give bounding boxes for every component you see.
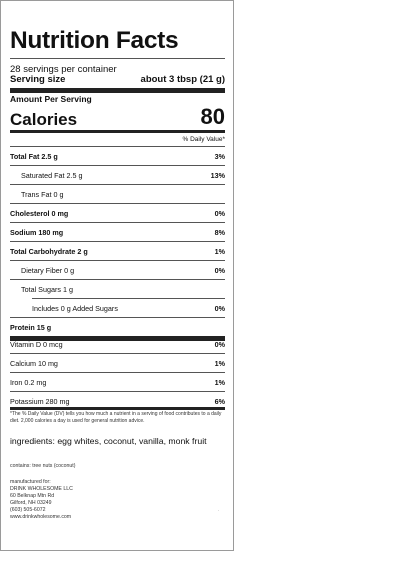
stray-mark: . xyxy=(218,507,220,513)
nutrient-name: Cholesterol 0 mg xyxy=(10,209,69,218)
nutrient-name: Dietary Fiber 0 g xyxy=(21,266,75,275)
nutrient-name: Saturated Fat 2.5 g xyxy=(21,171,83,180)
mineral-dv: 1% xyxy=(214,378,225,387)
serving-size-label: Serving size xyxy=(10,74,66,85)
calories-value: 80 xyxy=(200,104,225,129)
nutrient-dv: 1% xyxy=(214,247,225,256)
nutrient-name: Total Sugars 1 g xyxy=(21,285,73,294)
nutrient-row-dietary-fiber xyxy=(10,260,225,279)
manufacturer-line: Gilford, NH 03249 xyxy=(10,500,52,506)
nutrient-row-cholesterol xyxy=(10,203,225,222)
nutrient-name: Protein 15 g xyxy=(10,323,52,332)
nutrient-row-total-fat xyxy=(10,146,225,165)
nutrient-row-total-carbohydrate xyxy=(10,241,225,260)
serving-size-value: about 3 tbsp (21 g) xyxy=(140,74,225,85)
divider xyxy=(10,58,225,59)
nutrient-name: Sodium 180 mg xyxy=(10,228,64,237)
allergen-statement: contains: tree nuts (coconut) xyxy=(10,463,76,469)
manufacturer-info xyxy=(10,479,130,521)
mineral-name: Vitamin D 0 mcg xyxy=(10,340,63,349)
nutrient-dv: 0% xyxy=(214,266,225,275)
manufacturer-line: 60 Belknap Mtn Rd xyxy=(10,493,55,499)
nutrient-name: Total Fat 2.5 g xyxy=(10,152,58,161)
servings-per-container: 28 servings per container xyxy=(10,64,117,75)
manufacturer-line: www.drinkwholesome.com xyxy=(10,514,72,520)
nutrient-name: Trans Fat 0 g xyxy=(21,190,64,199)
calories-label: Calories xyxy=(10,110,78,129)
nutrient-name: Includes 0 g Added Sugars xyxy=(32,304,118,313)
nutrient-row-total-sugars xyxy=(10,279,225,298)
manufacturer-line: (603) 505-6072 xyxy=(10,507,46,513)
label-title: Nutrition Facts xyxy=(10,27,179,54)
mineral-name: Calcium 10 mg xyxy=(10,359,58,368)
ingredients-text: ingredients: egg whites, coconut, vanilla, monk fruit xyxy=(10,436,207,446)
thick-divider xyxy=(10,88,225,93)
medium-divider xyxy=(10,130,225,133)
nutrient-dv: 3% xyxy=(214,152,225,161)
nutrient-name: Total Carbohydrate 2 g xyxy=(10,247,88,256)
mineral-name: Iron 0.2 mg xyxy=(10,378,47,387)
nutrient-dv: 13% xyxy=(210,171,225,180)
mineral-dv: 0% xyxy=(214,340,225,349)
mineral-name: Potassium 280 mg xyxy=(10,397,70,406)
mineral-row-calcium xyxy=(10,353,225,372)
amount-per-serving: Amount Per Serving xyxy=(10,94,92,104)
nutrient-dv: 0% xyxy=(214,209,225,218)
daily-value-header: % Daily Value* xyxy=(182,136,225,143)
mineral-row-vitamin-d xyxy=(10,334,225,353)
manufacturer-line: manufactured for: xyxy=(10,479,51,485)
nutrient-row-sodium xyxy=(10,222,225,241)
medium-divider xyxy=(10,407,225,410)
nutrient-row-saturated-fat xyxy=(10,165,225,184)
mineral-dv: 6% xyxy=(214,397,225,406)
nutrient-row-trans-fat xyxy=(10,184,225,203)
nutrient-dv: 8% xyxy=(214,228,225,237)
nutrient-dv: 0% xyxy=(214,304,225,313)
nutrient-row-added-sugars xyxy=(10,298,225,317)
mineral-row-iron xyxy=(10,372,225,391)
manufacturer-line: DRINK WHOLESOME LLC xyxy=(10,486,73,492)
daily-value-footnote: *The % Daily Value (DV) tells you how much a nutrient in a serving of food contributes to a daily diet. 2,000 calories a day is used for general nutrition advice. xyxy=(10,411,222,424)
mineral-dv: 1% xyxy=(214,359,225,368)
